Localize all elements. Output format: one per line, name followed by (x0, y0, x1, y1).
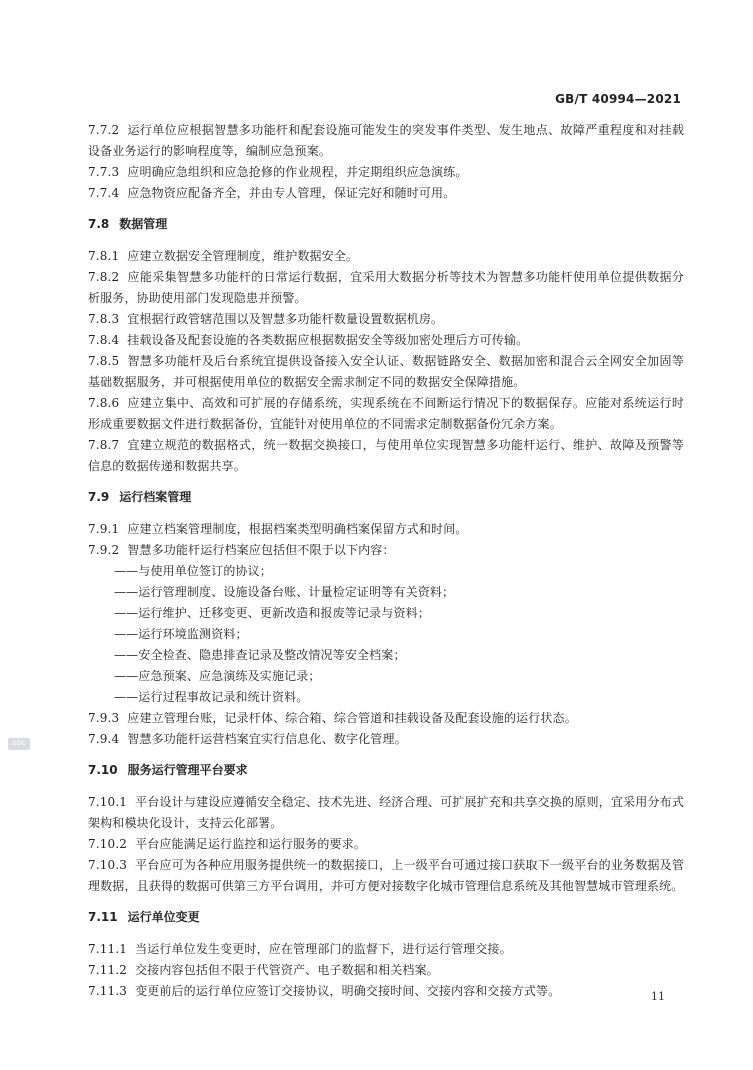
list-item: ——运行环境监测资料； (114, 627, 248, 641)
clause-text: 平台应能满足运行监控和运行服务的要求。 (135, 837, 366, 851)
clause-paragraph (88, 435, 684, 477)
clause-number: 7.8.7 (88, 438, 120, 452)
section-title: 运行档案管理 (119, 490, 192, 504)
clause-text: 智慧多功能杆运行档案应包括但不限于以下内容： (127, 543, 395, 557)
clause-paragraph (88, 729, 684, 750)
clause-paragraph (88, 960, 684, 981)
clause-paragraph (88, 183, 684, 204)
clause-number: 7.9.2 (88, 543, 120, 557)
standard-number: GB/T 40994—2021 (555, 92, 681, 106)
clause-paragraph (88, 351, 684, 393)
clause-text: 智慧多功能杆及后台系统宜提供设备接入安全认证、数据链路安全、数据加密和混合云全网安全加固等基础数据服务，并可根据使用单位的数据安全需求制定不同的数据安全保障措施。 (88, 354, 684, 389)
section-heading (88, 487, 684, 508)
document-body (88, 120, 684, 1002)
clause-number: 7.8.5 (88, 354, 120, 368)
clause-number: 7.8.4 (88, 333, 120, 347)
clause-paragraph (88, 834, 684, 855)
clause-number: 7.11.2 (88, 963, 128, 977)
clause-paragraph (88, 792, 684, 834)
clause-text: 应建立档案管理制度，根据档案类型明确档案保留方式和时间。 (127, 522, 468, 536)
clause-text: 应能采集智慧多功能杆的日常运行数据，宜采用大数据分析等技术为智慧多功能杆使用单位提供数据分析服务，协助使用部门发现隐患并预警。 (88, 270, 684, 305)
clause-number: 7.7.4 (88, 186, 120, 200)
clause-number: 7.9.1 (88, 522, 120, 536)
section-title: 数据管理 (119, 217, 168, 231)
clause-number: 7.10.3 (88, 858, 128, 872)
clause-number: 7.8.1 (88, 249, 120, 263)
clause-text: 应建立数据安全管理制度，维护数据安全。 (127, 249, 359, 263)
clause-number: 7.10.1 (88, 795, 128, 809)
list-item: ——运行过程事故记录和统计资料。 (114, 690, 309, 704)
clause-number: 7.9.3 (88, 711, 120, 725)
clause-paragraph (88, 519, 684, 540)
clause-paragraph (88, 267, 684, 309)
section-number: 7.11 (88, 910, 118, 924)
page-number: 11 (651, 990, 665, 1003)
clause-text: 应建立集中、高效和可扩展的存储系统，实现系统在不间断运行情况下的数据保存。应能对系统运行时形成重要数据文件进行数据备份，宜能针对使用单位的不同需求定制数据备份冗余方案。 (88, 396, 684, 431)
clause-text: 变更前后的运行单位应签订交接协议，明确交接时间、交接内容和交接方式等。 (135, 984, 561, 998)
clause-paragraph (88, 981, 684, 1002)
clause-paragraph (88, 120, 684, 162)
clause-text: 应建立管理台账，记录杆体、综合箱、综合管道和挂载设备及配套设施的运行状态。 (127, 711, 577, 725)
clause-number: 7.11.1 (88, 942, 128, 956)
clause-paragraph (88, 708, 684, 729)
clause-paragraph (88, 309, 684, 330)
clause-text: 当运行单位发生变更时，应在管理部门的监督下，进行运行管理交接。 (135, 942, 512, 956)
clause-text: 交接内容包括但不限于代管资产、电子数据和相关档案。 (135, 963, 439, 977)
list-item: ——安全检查、隐患排查记录及整改情况等安全档案； (114, 648, 406, 662)
clause-text: 应急物资应配备齐全，并由专人管理，保证完好和随时可用。 (127, 186, 456, 200)
section-number: 7.10 (88, 763, 118, 777)
clause-paragraph (88, 330, 684, 351)
clause-paragraph (88, 855, 684, 897)
clause-number: 7.8.6 (88, 396, 120, 410)
list-item: ——运行维护、迁移变更、更新改造和报废等记录与资料； (114, 606, 430, 620)
section-title: 运行单位变更 (127, 910, 200, 924)
list-item: ——应急预案、应急演练及实施记录； (114, 669, 321, 683)
section-title: 服务运行管理平台要求 (127, 763, 248, 777)
clause-text: 智慧多功能杆运营档案宜实行信息化、数字化管理。 (127, 732, 407, 746)
clause-text: 宜建立规范的数据格式，统一数据交换接口，与使用单位实现智慧多功能杆运行、维护、故障及预警等信息的数据传递和数据共享。 (88, 438, 684, 473)
clause-number: 7.8.3 (88, 312, 120, 326)
list-item: ——运行管理制度、设施设备台账、计量检定证明等有关资料； (114, 585, 455, 599)
clause-number: 7.9.4 (88, 732, 120, 746)
clause-number: 7.11.3 (88, 984, 128, 998)
list-item: ——与使用单位签订的协议； (114, 564, 272, 578)
clause-text: 应明确应急组织和应急抢修的作业规程，并定期组织应急演练。 (127, 165, 468, 179)
clause-number: 7.8.2 (88, 270, 120, 284)
clause-paragraph (88, 393, 684, 435)
clause-number: 7.7.2 (88, 123, 120, 137)
section-heading (88, 760, 684, 781)
watermark-logo: SDC (8, 738, 30, 750)
clause-number: 7.10.2 (88, 837, 128, 851)
section-number: 7.9 (88, 490, 110, 504)
section-heading (88, 214, 684, 235)
clause-paragraph (88, 540, 684, 561)
clause-text: 挂载设备及配套设施的各类数据应根据数据安全等级加密处理后方可传输。 (127, 333, 529, 347)
section-heading (88, 907, 684, 928)
clause-text: 运行单位应根据智慧多功能杆和配套设施可能发生的突发事件类型、发生地点、故障严重程度和对挂载设备业务运行的影响程度等，编制应急预案。 (88, 123, 684, 158)
clause-paragraph (88, 939, 684, 960)
clause-text: 平台应可为各种应用服务提供统一的数据接口，上一级平台可通过接口获取下一级平台的业务数据及管理数据，且获得的数据可供第三方平台调用，并可方便对接数字化城市管理信息系统及其他智慧城市管理系统。 (88, 858, 684, 893)
clause-text: 平台设计与建设应遵循安全稳定、技术先进、经济合理、可扩展扩充和共享交换的原则，宜采用分布式架构和模块化设计，支持云化部署。 (88, 795, 684, 830)
clause-number: 7.7.3 (88, 165, 120, 179)
clause-paragraph (88, 246, 684, 267)
clause-text: 宜根据行政管辖范围以及智慧多功能杆数量设置数据机房。 (127, 312, 444, 326)
section-number: 7.8 (88, 217, 110, 231)
clause-paragraph (88, 162, 684, 183)
